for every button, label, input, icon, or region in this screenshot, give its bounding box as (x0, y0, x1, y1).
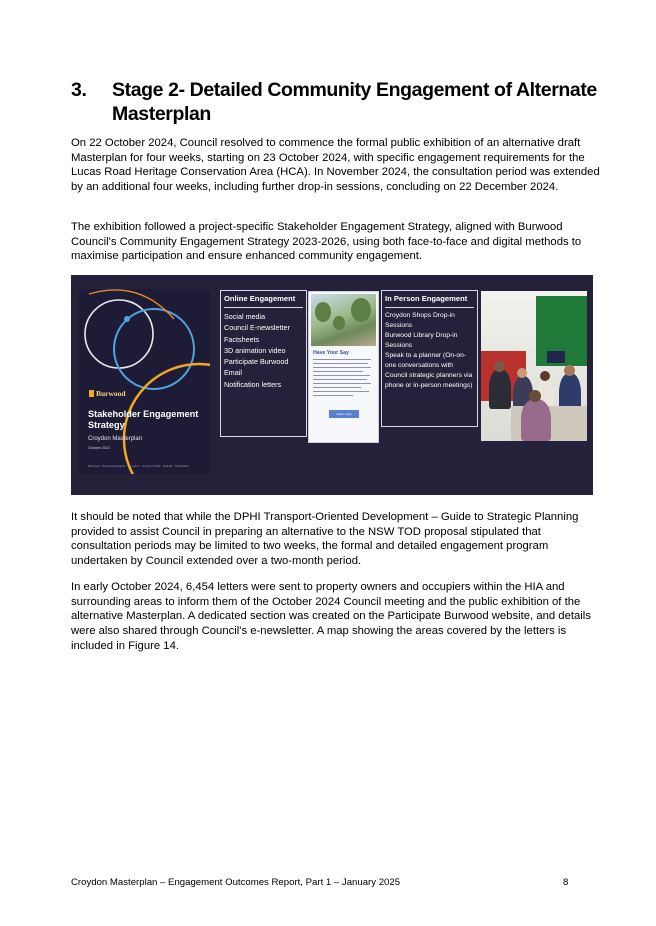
footer-text: Croydon Masterplan – Engagement Outcomes Report, Part 1 – January 2025 (71, 877, 401, 888)
online-item: Council E-newsletter (224, 323, 290, 333)
text-line (313, 363, 368, 364)
text-line (313, 391, 369, 392)
page-number: 8 (563, 877, 569, 888)
cover-subtitle: Croydon Masterplan (88, 436, 143, 442)
text-line (313, 395, 353, 396)
cover-date: October 2024 (88, 446, 110, 450)
cover-title: Stakeholder Engagement Strategy (88, 409, 199, 430)
in-person-item: Speak to a planner (On-on-one conversations with Council strategic planners via phone or in-person meetings) (385, 352, 473, 389)
in-person-item: Croydon Shops Drop-in Sessions (385, 312, 455, 329)
online-item: Factsheets (224, 334, 260, 344)
in-person-engagement-list (385, 311, 475, 391)
paragraph-letters: In early October 2024, 6,454 letters were sent to property owners and occupiers within the HIA and surrounding areas to inform them of the October 2024 Council meeting and the public exhibition of the alternative Masterplan. A dedicated section was created on the Participate Burwood website, and details were also shared through Council's e-newsletter. A map showing the areas covered by the letters is included in Figure 14. (71, 581, 591, 652)
online-item: Notification letters (224, 379, 282, 389)
website-screenshot (308, 291, 379, 443)
strategy-cover (79, 289, 210, 474)
section-number: 3. (71, 79, 87, 101)
text-line (313, 359, 371, 360)
drop-in-session-photo (481, 291, 587, 441)
online-engagement-list (224, 311, 290, 390)
have-your-say-heading: Have Your Say (313, 350, 349, 356)
engagement-figure (71, 275, 593, 495)
text-line (313, 383, 371, 384)
text-line (313, 367, 371, 368)
online-engagement-panel (220, 290, 307, 437)
section-title: Stage 2- Detailed Community Engagement of Alternate Masterplan (112, 79, 597, 125)
in-person-engagement-panel (381, 290, 478, 427)
in-person-engagement-title: In Person Engagement (385, 294, 468, 303)
text-line (313, 375, 370, 376)
text-line (313, 371, 363, 372)
text-line (313, 387, 361, 388)
paragraph-strategy: The exhibition followed a project-specific Stakeholder Engagement Strategy, aligned with Burwood Council's Community Engagement Strategy 2023-2026, using both face-to-face and digital methods to maximise participation and ensure enhanced community engagement. (71, 221, 582, 263)
online-item: 3D animation video (224, 345, 286, 355)
online-engagement-title: Online Engagement (224, 294, 296, 303)
paragraph-exhibition: On 22 October 2024, Council resolved to commence the formal public exhibition of an alternative draft Masterplan for four weeks, starting on 23 October 2024, with specific engagement requirements for the Lucas Road Heritage Conservation Area (HCA). In November 2024, the consultation period was extended by an additional four weeks, including further drop-in sessions, concluding on 22 December 2024. (71, 137, 600, 194)
text-line (313, 379, 367, 380)
burwood-logo: Burwood (89, 389, 126, 398)
paragraph-consultation-period: It should be noted that while the DPHI Transport-Oriented Development – Guide to Strategic Planning provided to assist Council in preparing an alternative to the NSW TOD proposal stipulated that consultation periods may be limited to two weeks, the formal and detailed engagement program undertaken by Council extended over a two-month period. (71, 511, 579, 568)
learn-more-button: Learn more (329, 410, 359, 418)
online-item: Participate Burwood (224, 357, 289, 367)
panel-divider (385, 307, 474, 308)
online-item: Email (224, 368, 242, 378)
in-person-item: Burwood Library Drop-in Sessions (385, 332, 458, 349)
panel-divider (224, 307, 303, 308)
streetscape-image (311, 294, 376, 346)
cover-footer: Burwood · Burwood Heights · Croydon · Croydon Park · Enfield · Strathfield (88, 464, 189, 468)
online-item: Social media (224, 312, 266, 321)
